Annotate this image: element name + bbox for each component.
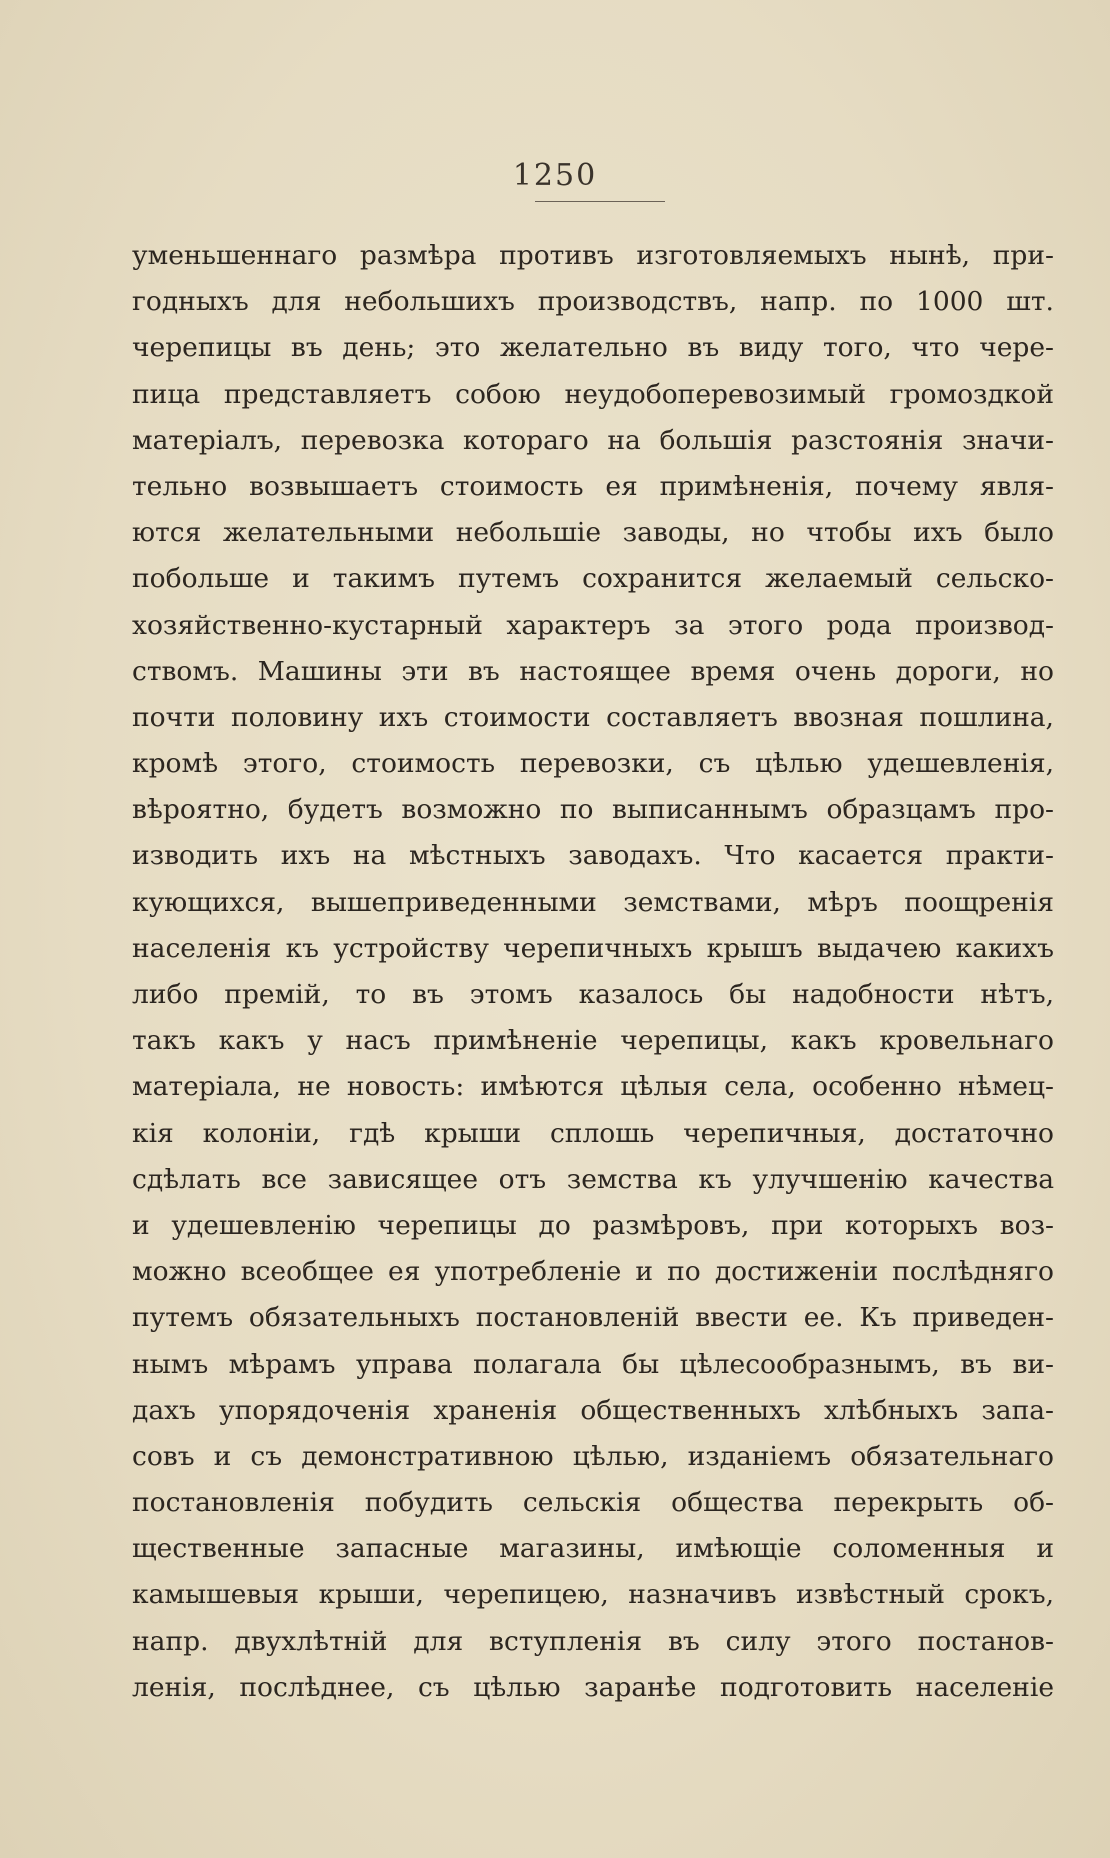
- text-line: кія колоніи, гдѣ крыши сплошь черепичныя, достаточно: [132, 1117, 1054, 1149]
- text-line: щественные запасные магазины, имѣющіе соломенныя и: [132, 1533, 1054, 1565]
- page-number-rule: [535, 201, 665, 202]
- text-line: годныхъ для небольшихъ производствъ, напр. по 1000 шт.: [132, 286, 1054, 318]
- text-line: сдѣлать все зависящее отъ земства къ улучшенію качества: [132, 1163, 1054, 1195]
- text-line: дахъ упорядоченія храненія общественныхъ хлѣбныхъ запа-: [132, 1394, 1054, 1426]
- text-line: черепицы въ день; это желательно въ виду того, что чере-: [132, 332, 1054, 364]
- page-number: 1250: [512, 158, 598, 193]
- text-line: кующихся, вышеприведенными земствами, мѣръ поощренія: [132, 886, 1054, 918]
- text-line: населенія къ устройству черепичныхъ крышъ выдачею какихъ: [132, 932, 1054, 964]
- text-line: совъ и съ демонстративною цѣлью, изданіемъ обязательнаго: [132, 1440, 1054, 1472]
- text-line: либо премій, то въ этомъ казалось бы надобности нѣтъ,: [132, 979, 1054, 1010]
- text-line: и удешевленію черепицы до размѣровъ, при которыхъ воз-: [132, 1209, 1054, 1241]
- text-line: уменьшеннаго размѣра противъ изготовляемыхъ нынѣ, при-: [132, 240, 1054, 271]
- text-line: матеріала, не новость: имѣются цѣлыя села, особенно нѣмец-: [132, 1071, 1054, 1103]
- text-line: кромѣ этого, стоимость перевозки, съ цѣлью удешевленія,: [132, 748, 1054, 780]
- text-line: камышевыя крыши, черепицею, назначивъ извѣстный срокъ,: [132, 1579, 1054, 1611]
- text-line: такъ какъ у насъ примѣненіе черепицы, какъ кровельнаго: [132, 1025, 1054, 1057]
- text-line: напр. двухлѣтній для вступленія въ силу этого постанов-: [132, 1625, 1054, 1657]
- text-line: пица представляетъ собою неудобоперевозимый громоздкой: [132, 378, 1054, 410]
- text-line: ются желательными небольшіе заводы, но чтобы ихъ было: [132, 517, 1054, 549]
- text-line: тельно возвышаетъ стоимость ея примѣненія, почему явля-: [132, 470, 1054, 502]
- text-line: ствомъ. Машины эти въ настоящее время очень дороги, но: [132, 655, 1054, 687]
- text-line: нымъ мѣрамъ управа полагала бы цѣлесообразнымъ, въ ви-: [132, 1348, 1054, 1380]
- text-line: постановленія побудить сельскія общества перекрыть об-: [132, 1487, 1054, 1519]
- text-line: матеріалъ, перевозка котораго на большія разстоянія значи-: [132, 424, 1054, 456]
- text-line: вѣроятно, будетъ возможно по выписаннымъ образцамъ про-: [132, 794, 1054, 826]
- text-line: побольше и такимъ путемъ сохранится желаемый сельско-: [132, 563, 1054, 595]
- body-text: [132, 233, 1054, 1711]
- text-line: почти половину ихъ стоимости составляетъ ввозная пошлина,: [132, 701, 1054, 733]
- text-line: изводить ихъ на мѣстныхъ заводахъ. Что касается практи-: [132, 840, 1054, 872]
- text-line: хозяйственно-кустарный характеръ за этого рода производ-: [132, 609, 1054, 641]
- text-line: путемъ обязательныхъ постановленій ввести ее. Къ приведен-: [132, 1302, 1054, 1334]
- text-line: ленія, послѣднее, съ цѣлью заранѣе подготовить населеніе: [132, 1671, 1054, 1703]
- text-line: можно всеобщее ея употребленіе и по достиженіи послѣдняго: [132, 1256, 1054, 1288]
